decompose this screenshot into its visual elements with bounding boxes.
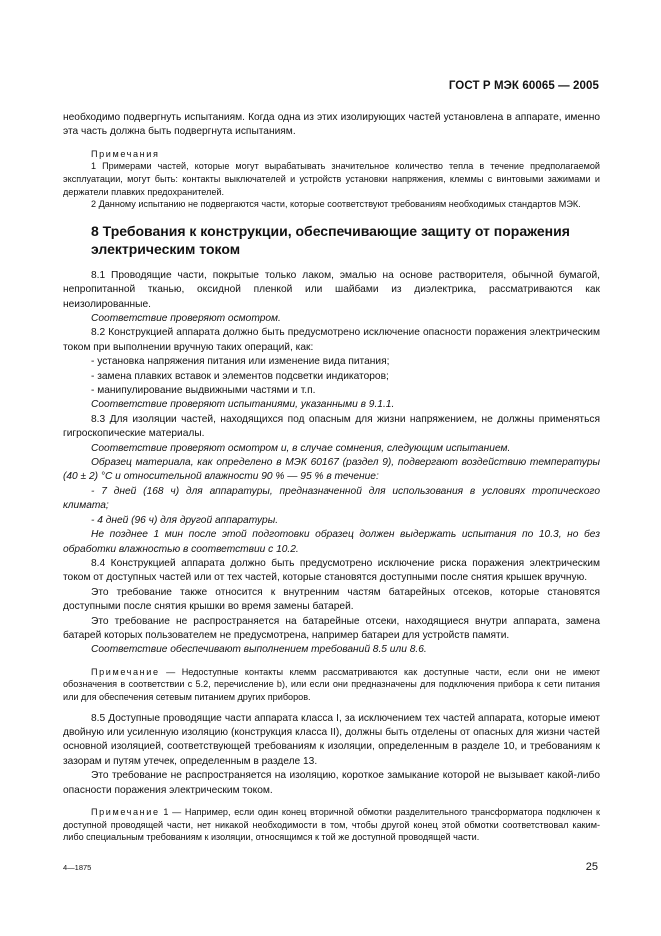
clause-8-2-item-c: - манипулирование выдвижными частями и т.п. xyxy=(91,385,316,397)
note-2: 2 Данному испытанию не подвергаются части, которые соответствуют требованиям необходимых стандартов МЭК. xyxy=(91,199,581,210)
document-body xyxy=(63,111,600,844)
clause-8-4-exception: Это требование не распространяется на батарейные отсеки, находящиеся внутри аппарата, замена батарей которых пользователем не предусмотрена, например батареи для устройств памяти. xyxy=(63,615,600,641)
note-1: 1 Примерами частей, которые могут вырабатывать значительное количество тепла в течение предполагаемой эксплуатации, могут быть: контакты выключателей и устройств установки напряжения, клеммы с винтовыми зажимами и держатели плавких предохранителей. xyxy=(63,161,600,197)
section-8-title: 8 Требования к конструкции, обеспечивающие защиту от поражения электрическим током xyxy=(91,222,570,257)
clause-8-3-item-tropical: - 7 дней (168 ч) для аппаратуры, предназначенной для использования в условиях тропического климата; xyxy=(63,485,600,512)
note-label: Примечание xyxy=(91,666,160,677)
page-number: 25 xyxy=(585,861,598,873)
clause-8-2-item-a: - установка напряжения питания или изменение вида питания; xyxy=(91,356,390,368)
clause-8-1: 8.1 Проводящие части, покрытые только лаком, эмалью на основе растворителя, обычной бумагой, непропитанной тканью, оксидной пленкой или шайбами из диэлектрика, рассматриваются как неизолированные. xyxy=(63,269,600,310)
clause-8-3: 8.3 Для изоляции частей, находящихся под опасным для жизни напряжением, не должны применяться гигроскопические материалы. xyxy=(63,413,600,440)
clause-8-3-test: Не позднее 1 мин после этой подготовки образец должен выдержать испытания по 10.3, но без обработки влажностью в соответствии с 10.2. xyxy=(63,529,600,555)
clause-8-2: 8.2 Конструкцией аппарата должно быть предусмотрено исключение опасности поражения электрическим током при выполнении вручную таких операций, как: xyxy=(63,327,600,353)
note-text: — Недоступные контакты клемм рассматриваются как доступные части, если они не имеют обозначения в соответствии с 5.2, перечисление b), или если они предназначены для подключения прибора к сети питания или для обеспечения сетевым питанием других приборов. xyxy=(63,666,600,702)
clause-8-3-item-other: - 4 дней (96 ч) для другой аппаратуры. xyxy=(91,514,279,526)
clause-8-2-compliance: Соответствие проверяют испытаниями, указанными в 9.1.1. xyxy=(91,399,395,411)
note-clause-8-4 xyxy=(63,666,600,704)
document-header-code: ГОСТ Р МЭК 60065 — 2005 xyxy=(448,80,599,92)
clause-8-5-exception: Это требование не распространяется на изоляцию, короткое замыкание которой не вызывает какой-либо опасности поражения электрическим током. xyxy=(63,770,600,796)
note-label: Примечание xyxy=(91,806,160,817)
clause-8-1-compliance: Соответствие проверяют осмотром. xyxy=(91,313,281,324)
paragraph-continuation: необходимо подвергнуть испытаниям. Когда одна из этих изолирующих частей установлена в аппарате, именно эта часть должна быть подвергнута испытаниям. xyxy=(63,112,600,138)
clause-8-4-compliance: Соответствие обеспечивают выполнением требований 8.5 или 8.6. xyxy=(91,644,427,656)
print-code: 4—1875 xyxy=(63,863,92,872)
note-text: 1 — Например, если один конец вторичной обмотки разделительного трансформатора подключен к доступной проводящей части, нет никакой необходимости в том, чтобы другой конец этой обмотки соответствовал каким-либо специальным требованиям к изоляции, относящимся к той же доступной проводящей части. xyxy=(63,806,600,843)
clause-8-2-item-b: - замена плавких вставок и элементов подсветки индикаторов; xyxy=(91,370,389,382)
note-clause-8-5 xyxy=(63,806,600,844)
notes-title: Примечания xyxy=(91,148,160,159)
clause-8-3-compliance: Соответствие проверяют осмотром и, в случае сомнения, следующим испытанием. xyxy=(91,442,511,454)
clause-8-5: 8.5 Доступные проводящие части аппарата класса I, за исключением тех частей аппарата, которые имеют двойную или усиленную изоляцию (конструкция класса II), должны быть отделены от опасных для жизни частей основной изоляцией, соответствующей требованиям к изоляции, определенным в разделе 10, и требованиям к зазорам и путям утечек, определенным в разделе 13. xyxy=(63,712,600,767)
clause-8-3-sample: Образец материала, как определено в МЭК 60167 (раздел 9), подвергают воздействию температуры (40 ± 2) °С и относительной влажности 90 % — 95 % в течение: xyxy=(63,457,600,483)
clause-8-4-battery: Это требование также относится к внутренним частям батарейных отсеков, которые становятся доступными после снятия крышки во время замены батарей. xyxy=(63,586,600,613)
clause-8-4: 8.4 Конструкцией аппарата должно быть предусмотрено исключение риска поражения электрическим током от доступных частей или от тех частей, которые становятся доступными после снятия крышек вручную. xyxy=(63,557,600,584)
